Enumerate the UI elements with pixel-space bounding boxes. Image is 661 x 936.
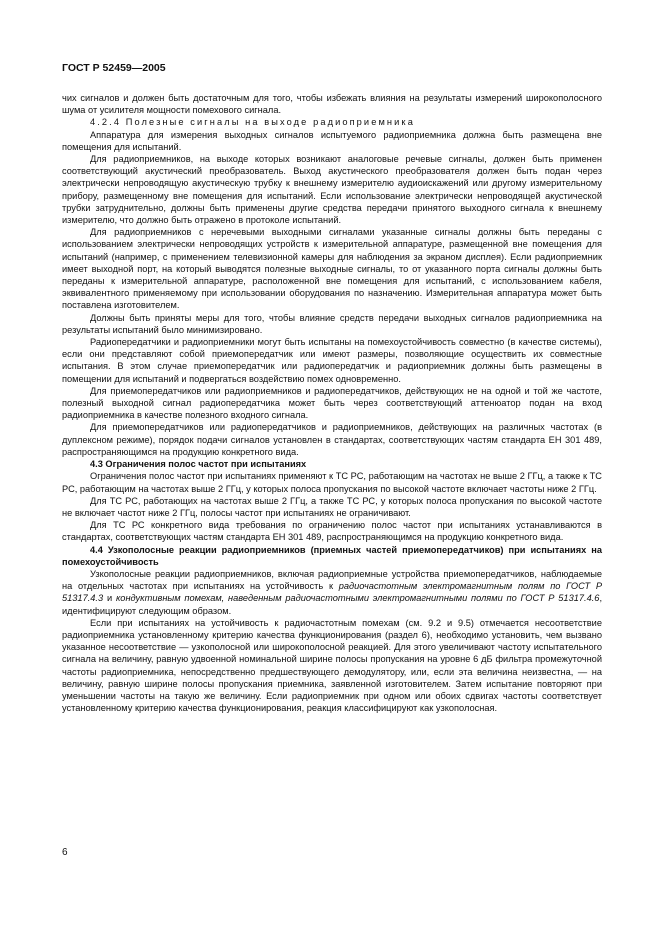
section-heading-4-2-4: 4.2.4 Полезные сигналы на выходе радиоприемника (90, 117, 415, 128)
paragraph: Ограничения полос частот при испытаниях применяют к ТС РС, работающим на частотах не выше 2 ГГц, а также к ТС РС, работающим на частотах выше 2 ГГц, у которых полоса пропускания по высокой частоте включает частоты ниже 2 ГГц. (62, 471, 602, 494)
paragraph: Для радиоприемников с неречевыми выходными сигналами указанные сигналы должны быть переданы с использованием электрически непроводящих устройств к измерительной аппаратуре, размещенной вне помещения для испытаний (например, с применением телевизионной камеры для наблюдения за экраном дисплея). Если радиоприемник имеет выходной порт, на который выводятся полезные выходные сигналы, то от указанного порта сигналы должны быть переданы к измерительной аппаратуре, расположенной вне помещения для испытаний, с использованием кабеля, эквивалентного применяемому при использовании оборудования по назначению. Измерительная аппаратура может быть поставлена изготовителем. (62, 227, 602, 311)
standard-reference: кондуктивным помехам, наведенным радиочастотными электромагнитными полями по ГОСТ Р 51317.4.6 (115, 593, 600, 604)
document-header: ГОСТ Р 52459—2005 (62, 62, 166, 74)
section-heading-4-3: 4.3 Ограничения полос частот при испытаниях (90, 459, 307, 470)
paragraph-4-4-intro (62, 568, 602, 617)
text-run: и (103, 593, 116, 604)
paragraph: Для радиоприемников, на выходе которых возникают аналоговые речевые сигналы, должен быть применен соответствующий акустический преобразователь. Выход акустического преобразователя должен быть подан через электрически непроводящую акустическую трубку к внешнему измерителю аудиоискажений или другому измерительному прибору, размещенному вне помещения для испытаний. Если использование электрически непроводящей акустической трубки затруднительно, должны быть применены другие средства передачи принятого выходного сигнала к внешнему измерителю, что должно быть отражено в протоколе испытаний. (62, 154, 602, 226)
page-number: 6 (62, 847, 68, 858)
paragraph: Радиопередатчики и радиоприемники могут быть испытаны на помехоустойчивость совместно (в качестве системы), если они представляют собой приемопередатчик или имеют размеры, позволяющие осуществить их совместные испытания. В этом случае приемопередатчик или радиопередатчик и радиоприемник должны быть размещены в помещении для испытаний и подвергаться воздействию помех одновременно. (62, 337, 602, 384)
paragraph-continued: чих сигналов и должен быть достаточным для того, чтобы избежать влияния на результаты измерений широкополосного шума от усилителя мощности помехового сигнала. (62, 93, 602, 116)
paragraph: Для приемопередатчиков или радиопередатчиков и радиоприемников, действующих на различных частотах (в дуплексном режиме), порядок подачи сигналов установлен в стандартах, соответствующих частям стандарта ЕН 301 489, распространяющимся на продукцию конкретного вида. (62, 422, 602, 457)
paragraph: Если при испытаниях на устойчивость к радиочастотным помехам (см. 9.2 и 9.5) отмечается несоответствие радиоприемника установленному критерию качества функционирования (раздел 6), необходимо установить, чем вызвано указанное несоответствие — узкополосной или широкополосной реакцией. Для этого увеличивают частоту испытательного сигнала на величину, равную удвоенной номинальной ширине полосы пропускания на уровне 6 дБ фильтра промежуточной частоты радиоприемника, непосредственно предшествующего демодулятору, или, если эта величина неизвестна, — на величину, равную ширине полосы пропускания приемника, заявленной изготовителем. Затем испытание повторяют при уменьшении частоты на такую же величину. Если радиоприемник при одном или обоих сдвигах частоты соответствует установленному критерию качества функционирования, реакция классифицируют как узкополосная. (62, 617, 602, 714)
document-body (62, 92, 602, 714)
section-heading-4-4: 4.4 Узкополосные реакции радиоприемников (приемных частей приемопередатчиков) при испытаниях на помехоустойчивость (62, 544, 602, 567)
paragraph: Для ТС РС конкретного вида требования по ограничению полос частот при испытаниях устанавливаются в стандартах, соответствующих частям стандарта ЕН 301 489, распространяющимся на продукцию конкретного вида. (62, 520, 602, 543)
text-run: Узкополосные реакции радиоприемников, включая радиоприемные устройства приемопередатчиков, наблюдаемые на отдельных частотах при испытаниях на устойчивость к (62, 568, 602, 592)
paragraph: Аппаратура для измерения выходных сигналов испытуемого радиоприемника должна быть размещена вне помещения для испытаний. (62, 129, 602, 152)
paragraph: Для приемопередатчиков или радиоприемников и радиопередатчиков, действующих не на одной и той же частоте, полезный выходной сигнал радиопередатчика может быть через соответствующий аттенюатор подан на вход радиоприемника в качестве полезного входного сигнала. (62, 385, 602, 421)
paragraph: Должны быть приняты меры для того, чтобы влияние средств передачи выходных сигналов радиоприемника на результаты испытаний было минимизировано. (62, 312, 602, 335)
standard-reference: радиочастотным электромагнитным полям по ГОСТ Р 51317.4.3 (62, 581, 602, 604)
text-run: , идентифицируют следующим образом. (62, 593, 603, 616)
paragraph: Для ТС РС, работающих на частотах выше 2 ГГц, а также ТС РС, у которых полоса пропускания по высокой частоте не включает частот ниже 2 ГГц, полосы частот при испытаниях не ограничивают. (62, 495, 602, 518)
